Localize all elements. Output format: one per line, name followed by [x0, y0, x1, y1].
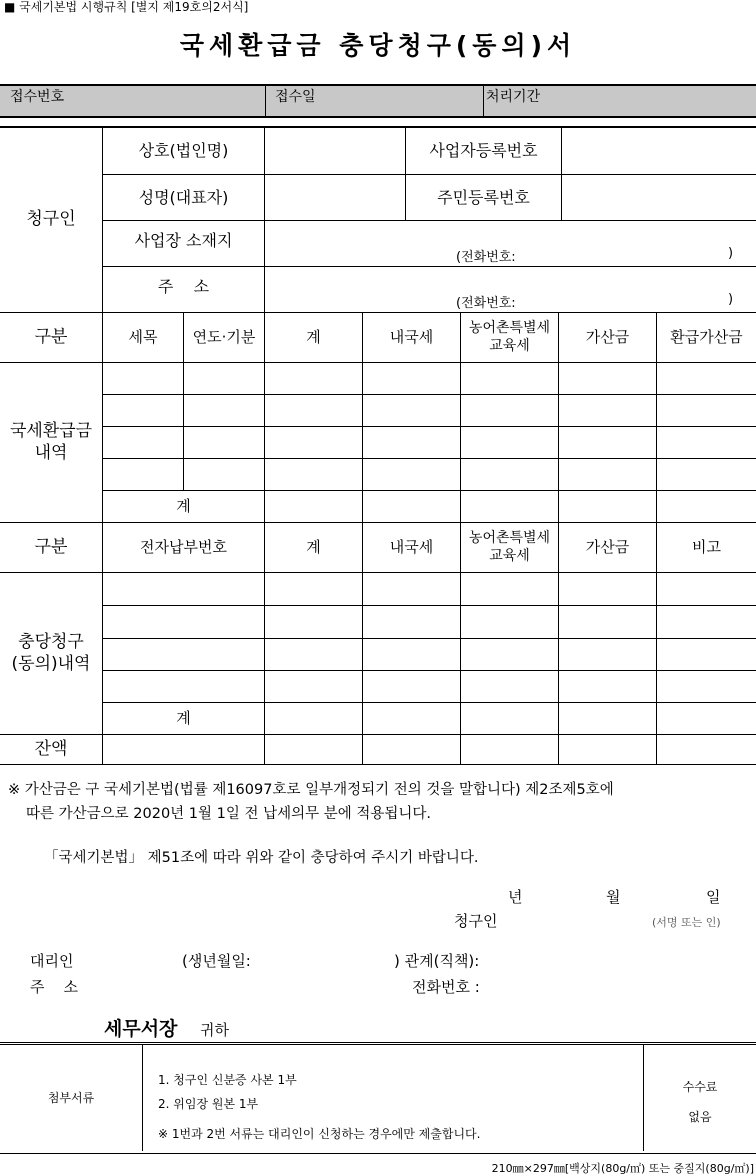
addressee-suffix: 귀하	[200, 1021, 229, 1039]
attachment-item-2: 2. 위임장 원본 1부	[158, 1097, 259, 1111]
offset-national-tax-header: 내국세	[389, 538, 434, 557]
attachment-item-1: 1. 청구인 신분증 사본 1부	[158, 1073, 297, 1087]
refund-tax-item-header: 세목	[128, 328, 158, 347]
tax-office-addressee: 세무서장	[104, 1018, 178, 1040]
attachment-note: ※ 1번과 2번 서류는 대리인이 신청하는 경우에만 제출합니다.	[158, 1127, 481, 1141]
refund-category-header: 구분	[34, 326, 68, 347]
refund-interest-header: 환급가산금	[670, 328, 743, 347]
biz-reg-no-label: 사업자등록번호	[429, 141, 538, 160]
refund-year-period-header: 연도·기분	[192, 328, 256, 347]
address-phone-close: )	[728, 292, 734, 307]
form-reference: ■ 국세기본법 시행규칙 [별지 제19호의2서식]	[4, 0, 249, 14]
date-day-label: 일	[706, 888, 721, 906]
offset-total-header: 계	[306, 538, 321, 557]
refund-total-label: 계	[176, 497, 191, 516]
biz-address-label: 사업장 소재지	[134, 231, 233, 250]
refund-additional-tax-header: 가산금	[585, 328, 630, 347]
offset-total-label: 계	[176, 709, 191, 728]
request-text: 「국세기본법」 제51조에 따라 위와 같이 충당하여 주시기 바랍니다.	[44, 850, 479, 866]
fee-label: 수수료	[682, 1079, 718, 1094]
offset-additional-tax-header: 가산금	[585, 538, 630, 557]
date-month-label: 월	[606, 888, 621, 906]
fee-value: 없음	[688, 1109, 712, 1124]
signature-applicant-label: 청구인	[454, 912, 498, 930]
paper-spec: 210㎜×297㎜[백상지(80g/㎡) 또는 중질지(80g/㎡)]	[491, 1162, 754, 1175]
agent-relation-label: ) 관계(직책):	[394, 952, 480, 970]
agent-phone-label: 전화번호 :	[412, 978, 480, 996]
agent-label: 대리인	[30, 952, 74, 970]
refund-section-label: 국세환급금 내역	[9, 421, 93, 463]
sign-note: (서명 또는 인)	[652, 916, 721, 929]
company-name-label: 상호(법인명)	[138, 141, 229, 160]
agent-address-label: 주 소	[30, 978, 79, 996]
offset-rural-tax-header: 농어촌특별세 교육세	[468, 530, 551, 564]
receipt-date-label: 접수일	[275, 89, 316, 105]
receipt-header	[0, 84, 756, 118]
offset-e-payment-header: 전자납부번호	[140, 538, 227, 557]
notice-line-1: ※ 가산금은 구 국세기본법(법률 제16097호로 일부개정되기 전의 것을 말합니다) 제2조제5호에	[8, 782, 614, 798]
biz-phone-close: )	[728, 246, 734, 261]
notice-line-2: 따른 가산금으로 2020년 1월 1일 전 납세의무 분에 적용됩니다.	[26, 806, 431, 822]
company-name-field[interactable]	[265, 129, 405, 174]
attachments-box	[0, 1042, 756, 1154]
balance-label: 잔액	[34, 738, 68, 759]
refund-rural-tax-header: 농어촌특별세 교육세	[468, 320, 551, 354]
attachments-label: 첨부서류	[47, 1090, 95, 1105]
biz-reg-no-field[interactable]	[562, 129, 756, 174]
applicant-section-label: 청구인	[26, 209, 76, 230]
address-phone-label: (전화번호:	[456, 296, 516, 311]
receipt-number-label: 접수번호	[10, 89, 65, 105]
offset-section-label: 충당청구 (동의)내역	[11, 632, 91, 674]
resident-no-label: 주민등록번호	[437, 187, 530, 207]
processing-period-label: 처리기간	[486, 89, 541, 105]
refund-national-tax-header: 내국세	[389, 328, 434, 347]
refund-total-header: 계	[306, 328, 321, 347]
rep-name-label: 성명(대표자)	[138, 187, 229, 207]
agent-birth-label: (생년월일:	[182, 952, 251, 970]
biz-phone-label: (전화번호:	[456, 250, 516, 265]
resident-no-field[interactable]	[562, 175, 756, 220]
offset-remarks-header: 비고	[692, 538, 721, 557]
address-label: 주 소	[157, 277, 210, 296]
date-year-label: 년	[508, 888, 523, 906]
offset-category-header: 구분	[34, 536, 68, 557]
rep-name-field[interactable]	[265, 175, 405, 220]
page-title: 국세환급금 충당청구(동의)서	[179, 31, 577, 60]
